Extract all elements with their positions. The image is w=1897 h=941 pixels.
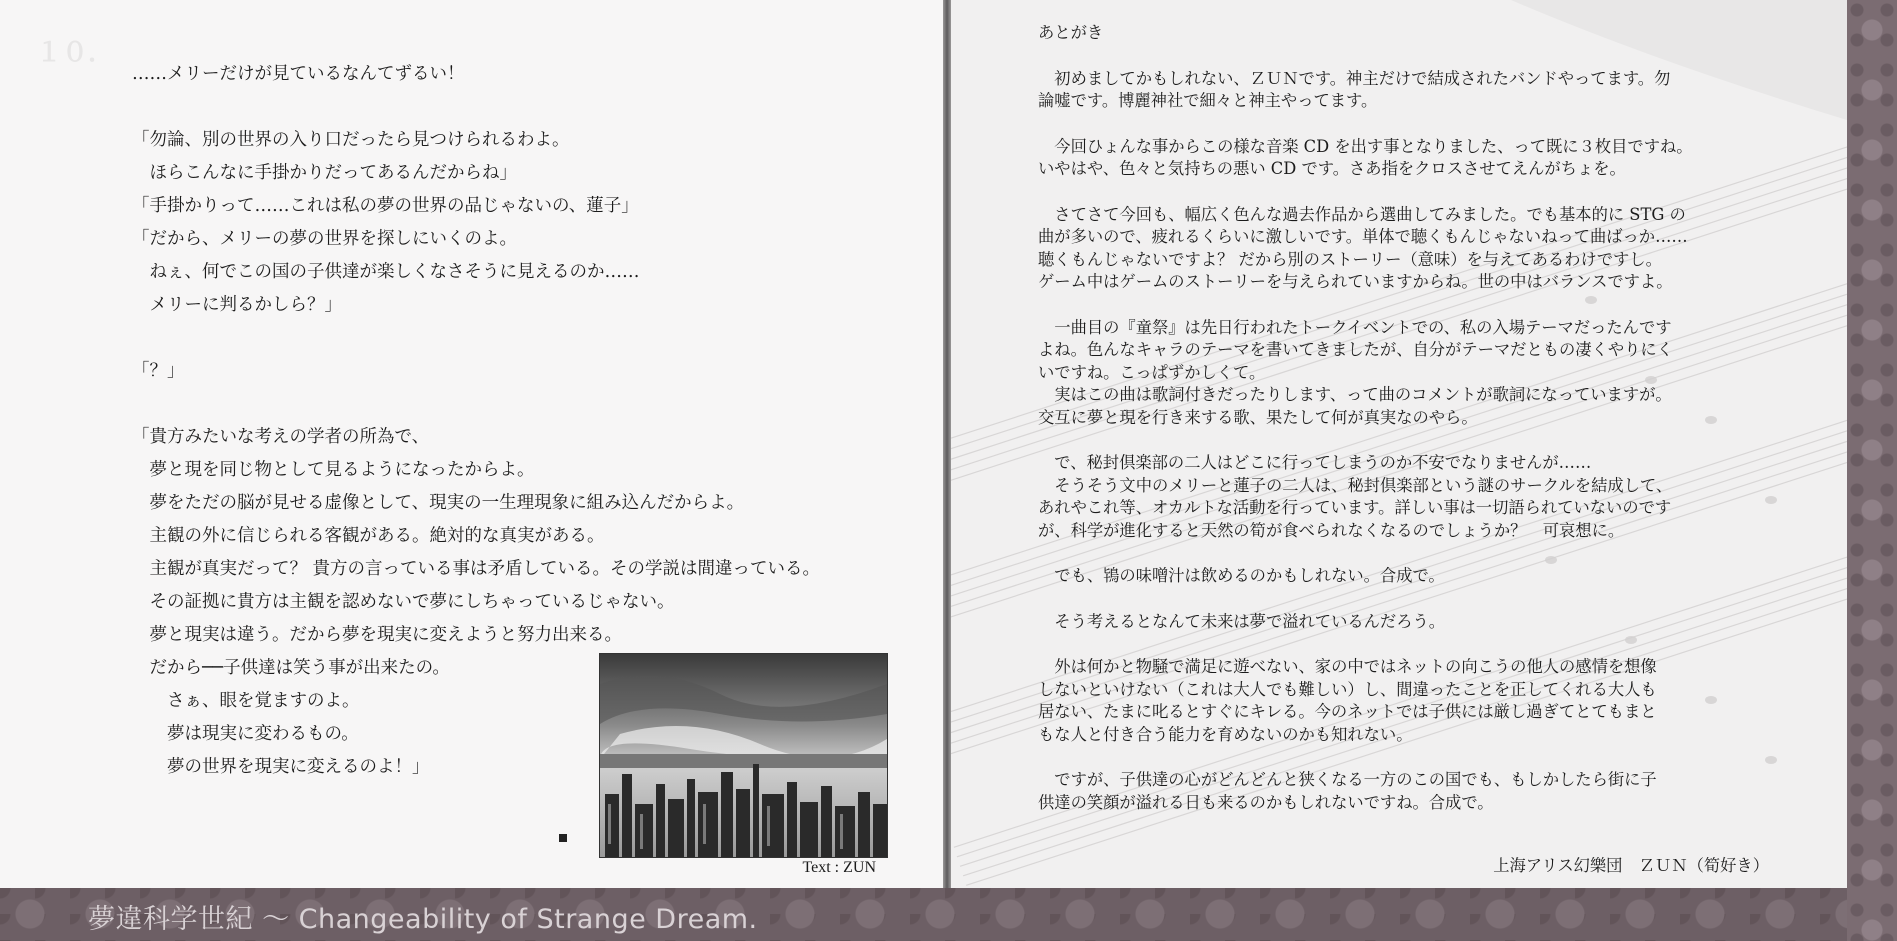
text-line: 夢をただの脳が見せる虚像として、現実の一生理現象に組み込んだからよ。: [132, 493, 745, 513]
text-line: 居ない、たまに叱るとすぐにキレる。今のネットでは子供には厳し過ぎてとてもまと: [1038, 702, 1657, 721]
text-line: メリーに判るかしら？」: [132, 295, 342, 315]
text-line: さぁ、眼を覚ますのよ。: [132, 691, 360, 711]
text-line: よね。色んなキャラのテーマを書いてきましたが、自分がテーマだともの凄くやりにく: [1038, 340, 1673, 359]
signature: 上海アリス幻樂団 ＺＵＮ（筍好き）: [1493, 856, 1769, 875]
blank-line: [1038, 294, 1798, 317]
text-line: 交互に夢と現を行き来する歌、果たして何が真実なのやら。: [1038, 407, 1478, 427]
blank-line: [1038, 746, 1798, 769]
text-line: 一曲目の『童祭』は先日行われたトークイベントでの、私の入場テーマだったんです: [1038, 317, 1672, 337]
text-line: ですが、子供達の心がどんどんと狭くなる一方のこの国でも、もしかしたら街に子: [1038, 770, 1657, 789]
text-line: そうそう文中のメリーと蓮子の二人は、秘封倶楽部という謎のサークルを結成して、: [1038, 475, 1673, 495]
city-skyline-photo: [599, 653, 888, 858]
blank-line: [1038, 181, 1798, 204]
text-line: 「勿論、別の世界の入り口だったら見つけられるわよ。: [132, 130, 570, 150]
text-line: あとがき: [1038, 23, 1104, 42]
text-line: そう考えるとなんて未来は夢で溢れているんだろう。: [1038, 611, 1446, 631]
text-line: 「？」: [132, 361, 185, 381]
text-line: 夢と現を同じ物として見るようになったからよ。: [132, 460, 535, 480]
patterned-edge: [1847, 0, 1897, 941]
bullet-square: [559, 834, 567, 842]
left-page: [0, 0, 943, 888]
text-line: 夢は現実に変わるもの。: [132, 724, 359, 744]
afterword-text: [1038, 22, 1798, 814]
text-line: 供達の笑顔が溢れる日も来るのかもしれないですね。合成で。: [1038, 792, 1494, 812]
blank-line: [132, 388, 912, 421]
text-line: 主観が真実だって？ 貴方の言っている事は矛盾している。その学説は間違っている。: [132, 559, 821, 579]
text-line: ねぇ、何でこの国の子供達が楽しくなさそうに見えるのか……: [132, 262, 640, 282]
text-line: 夢と現実は違う。だから夢を現実に変えようと努力出来る。: [132, 625, 622, 645]
text-line: あれやこれ等、オカルトな活動を行っています。詳しい事は一切語られていないのです: [1038, 498, 1672, 517]
text-line: いですね。こっぱずかしくて。: [1038, 362, 1266, 382]
text-line: しないといけない（これは大人でも難しい）し、間違ったことを正してくれる大人も: [1038, 679, 1657, 699]
text-line: で、秘封倶楽部の二人はどこに行ってしまうのか不安でなりませんが……: [1038, 453, 1592, 472]
text-line: 夢の世界を現実に変えるのよ！」: [132, 757, 430, 777]
text-line: 「手掛かりって……これは私の夢の世界の品じゃないの、蓮子」: [132, 196, 639, 216]
text-line: でも、鴇の味噌汁は飲めるのかもしれない。合成で。: [1038, 566, 1445, 585]
text-line: が、科学が進化すると天然の筍が食べられなくなるのでしょうか？ 可哀想に。: [1038, 520, 1625, 540]
text-line: だから──子供達は笑う事が出来たの。: [132, 658, 450, 678]
text-line: 実はこの曲は歌詞付きだったりします、って曲のコメントが歌詞になっていますが。: [1038, 385, 1672, 404]
text-line: 聴くもんじゃないですよ？ だから別のストーリー（意味）を与えてあるわけですし。: [1038, 249, 1662, 269]
album-title: 夢違科学世紀 ～ Changeability of Strange Dream.: [88, 904, 758, 935]
text-line: ほらこんなに手掛かりだってあるんだからね」: [132, 163, 517, 183]
text-line: 初めましてかもしれない、ＺＵＮです。神主だけで結成されたバンドやってます。勿: [1038, 68, 1671, 88]
text-line: 論嘘です。博麗神社で細々と神主やってます。: [1038, 91, 1378, 110]
spine-gutter: [943, 0, 951, 941]
text-line: ゲーム中はゲームのストーリーを与えられていますからね。世の中はバランスですよ。: [1038, 272, 1673, 291]
text-line: その証拠に貴方は主観を認めないで夢にしちゃっているじゃない。: [132, 592, 675, 612]
bleed-through-text: １０．: [36, 38, 115, 68]
text-line: 主観の外に信じられる客観がある。絶対的な真実がある。: [132, 526, 605, 546]
blank-line: [1038, 113, 1798, 136]
blank-line: [132, 322, 912, 355]
text-line: さてさて今回も、幅広く色んな過去作品から選曲してみました。でも基本的に STG の: [1038, 204, 1686, 224]
blank-line: [1038, 542, 1798, 565]
blank-line: [1038, 588, 1798, 611]
text-line: 外は何かと物騒で満足に遊べない、家の中ではネットの向こうの他人の感情を想像: [1038, 657, 1657, 676]
blank-line: [1038, 429, 1798, 452]
text-line: いやはや、色々と気持ちの悪い CD です。さあ指をクロスさせてえんがちょを。: [1038, 159, 1626, 178]
blank-line: [1038, 633, 1798, 656]
text-line: もな人と付き合う能力を育めないのかも知れない。: [1038, 724, 1413, 744]
blank-line: [1038, 45, 1798, 68]
text-line: ……メリーだけが見ているなんてずるい！: [132, 64, 465, 84]
text-line: 「貴方みたいな考えの学者の所為で、: [132, 427, 430, 447]
text-credit: Text : ZUN: [802, 859, 876, 876]
blank-line: [132, 91, 912, 124]
text-line: 「だから、メリーの夢の世界を探しにいくのよ。: [132, 229, 517, 249]
text-line: 今回ひょんな事からこの様な音楽 CD を出す事となりました、って既に３枚目ですね。: [1038, 136, 1693, 156]
text-line: 曲が多いので、疲れるくらいに激しいです。単体で聴くもんじゃないねって曲ばっか……: [1038, 227, 1688, 246]
